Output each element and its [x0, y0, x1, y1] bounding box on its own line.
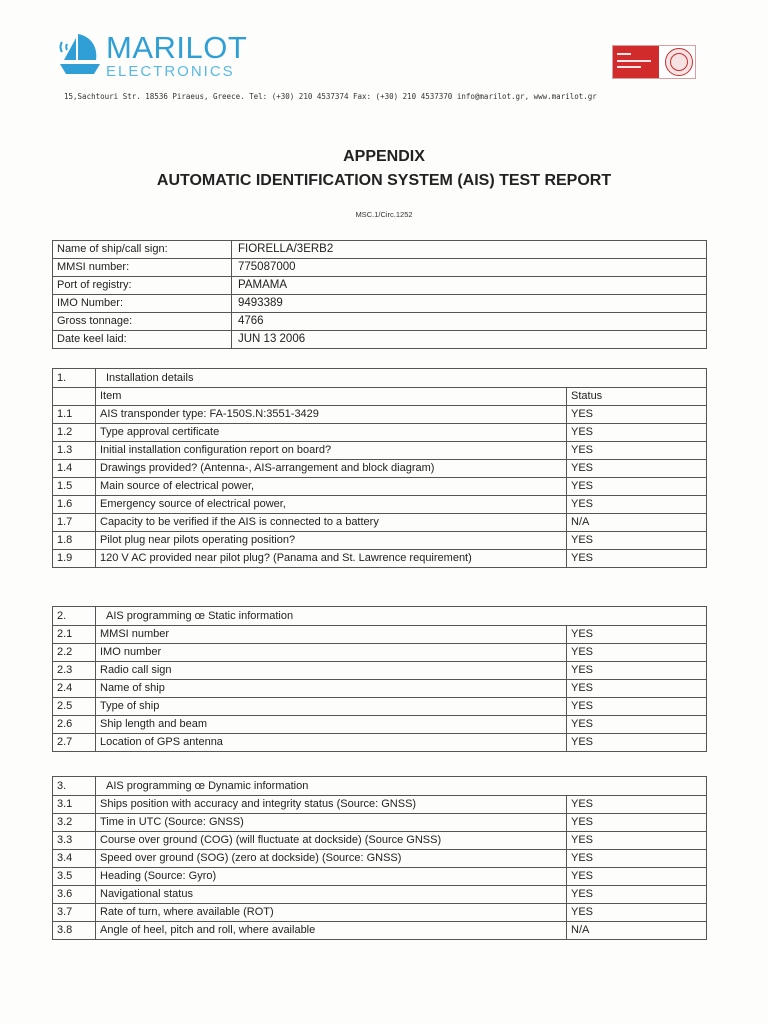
ship-info-table [52, 240, 707, 349]
company-logo [56, 28, 256, 86]
item-description: 120 V AC provided near pilot plug? (Panama and St. Lawrence requirement) [96, 550, 567, 568]
item-number: 3.3 [53, 832, 96, 850]
table-row [53, 680, 707, 698]
company-name: MARILOT [106, 30, 248, 65]
item-description: Pilot plug near pilots operating position? [96, 532, 567, 550]
item-status: YES [567, 868, 707, 886]
ship-info-value: JUN 13 2006 [232, 331, 707, 349]
item-number: 1.6 [53, 496, 96, 514]
item-status: YES [567, 406, 707, 424]
item-number: 3.7 [53, 904, 96, 922]
item-status: YES [567, 698, 707, 716]
table-row [53, 644, 707, 662]
item-number: 2.1 [53, 626, 96, 644]
item-description: MMSI number [96, 626, 567, 644]
item-status: YES [567, 460, 707, 478]
item-description: Drawings provided? (Antenna-, AIS-arrangement and block diagram) [96, 460, 567, 478]
ship-info-row [53, 277, 707, 295]
item-description: Rate of turn, where available (ROT) [96, 904, 567, 922]
item-number: 2.7 [53, 734, 96, 752]
item-status: YES [567, 850, 707, 868]
item-status: N/A [567, 922, 707, 940]
item-status: YES [567, 716, 707, 734]
document-title-appendix: APPENDIX [343, 148, 425, 165]
table-row [53, 832, 707, 850]
table-row [53, 478, 707, 496]
ship-info-row [53, 259, 707, 277]
item-description: Course over ground (COG) (will fluctuate at dockside) (Source GNSS) [96, 832, 567, 850]
bureau-veritas-seal-icon [665, 48, 693, 76]
item-number: 2.2 [53, 644, 96, 662]
certification-logo [612, 45, 696, 79]
table-row [53, 904, 707, 922]
item-number: 1.3 [53, 442, 96, 460]
table-row [53, 626, 707, 644]
installation-details-table [52, 368, 707, 568]
item-number: 1.4 [53, 460, 96, 478]
item-description: Type approval certificate [96, 424, 567, 442]
section-number: 1. [53, 369, 96, 388]
ship-info-value: 4766 [232, 313, 707, 331]
document-reference: MSC.1/Circ.1252 [355, 210, 413, 219]
item-status: YES [567, 680, 707, 698]
ship-info-label: MMSI number: [53, 259, 232, 277]
ship-info-value: PAMAMA [232, 277, 707, 295]
table-row [53, 868, 707, 886]
item-number: 3.2 [53, 814, 96, 832]
ship-info-label: Gross tonnage: [53, 313, 232, 331]
section-header [53, 369, 707, 388]
item-description: Angle of heel, pitch and roll, where available [96, 922, 567, 940]
item-status: YES [567, 442, 707, 460]
document-title: AUTOMATIC IDENTIFICATION SYSTEM (AIS) TEST REPORT [156, 172, 612, 189]
item-number: 2.4 [53, 680, 96, 698]
table-row [53, 886, 707, 904]
item-status: YES [567, 644, 707, 662]
section-title: AIS programming œ Static information [96, 607, 707, 626]
item-description: Speed over ground (SOG) (zero at dockside) (Source: GNSS) [96, 850, 567, 868]
table-row [53, 550, 707, 568]
table-row [53, 716, 707, 734]
item-description: AIS transponder type: FA-150S.N:3551-3429 [96, 406, 567, 424]
sail-logo-icon [56, 30, 102, 80]
table-row [53, 662, 707, 680]
item-status: YES [567, 662, 707, 680]
item-description: Ships position with accuracy and integrity status (Source: GNSS) [96, 796, 567, 814]
section-number: 2. [53, 607, 96, 626]
item-description: Ship length and beam [96, 716, 567, 734]
item-number: 3.6 [53, 886, 96, 904]
item-status: YES [567, 796, 707, 814]
column-header-row [53, 388, 707, 406]
item-number: 1.1 [53, 406, 96, 424]
item-status: YES [567, 424, 707, 442]
table-row [53, 698, 707, 716]
ship-info-label: Port of registry: [53, 277, 232, 295]
ship-info-row [53, 331, 707, 349]
section-title: AIS programming œ Dynamic information [96, 777, 707, 796]
table-row [53, 406, 707, 424]
item-status: YES [567, 478, 707, 496]
table-row [53, 496, 707, 514]
table-row [53, 424, 707, 442]
item-status: YES [567, 832, 707, 850]
table-row [53, 734, 707, 752]
item-status: YES [567, 734, 707, 752]
table-row [53, 850, 707, 868]
table-row [53, 532, 707, 550]
item-number: 1.8 [53, 532, 96, 550]
dynamic-information-table [52, 776, 707, 940]
item-description: Emergency source of electrical power, [96, 496, 567, 514]
item-description: Capacity to be verified if the AIS is connected to a battery [96, 514, 567, 532]
table-row [53, 460, 707, 478]
item-number: 2.3 [53, 662, 96, 680]
item-number: 1.7 [53, 514, 96, 532]
status-column-header: Status [567, 388, 707, 406]
item-status: YES [567, 814, 707, 832]
item-number: 2.5 [53, 698, 96, 716]
ship-info-row [53, 295, 707, 313]
item-description: Location of GPS antenna [96, 734, 567, 752]
item-status: N/A [567, 514, 707, 532]
item-number: 3.5 [53, 868, 96, 886]
ship-info-row [53, 313, 707, 331]
item-status: YES [567, 626, 707, 644]
table-row [53, 922, 707, 940]
item-description: Radio call sign [96, 662, 567, 680]
item-description: Name of ship [96, 680, 567, 698]
company-subtitle: ELECTRONICS [106, 63, 235, 80]
item-status: YES [567, 886, 707, 904]
table-row [53, 442, 707, 460]
ship-info-value: 775087000 [232, 259, 707, 277]
ship-info-value: 9493389 [232, 295, 707, 313]
company-address: 15,Sachtouri Str. 18536 Piraeus, Greece. Tel: (+30) 210 4537374 Fax: (+30) 210 4537370 info@marilot.gr, www.marilot.gr [64, 92, 597, 101]
item-description: Main source of electrical power, [96, 478, 567, 496]
item-description: Initial installation configuration report on board? [96, 442, 567, 460]
item-description: IMO number [96, 644, 567, 662]
section-header [53, 777, 707, 796]
ship-info-value: FIORELLA/3ERB2 [232, 241, 707, 259]
table-row [53, 514, 707, 532]
section-title: Installation details [96, 369, 707, 388]
section-number: 3. [53, 777, 96, 796]
item-status: YES [567, 532, 707, 550]
table-row [53, 814, 707, 832]
ship-info-label: Date keel laid: [53, 331, 232, 349]
item-number: 1.2 [53, 424, 96, 442]
item-status: YES [567, 496, 707, 514]
item-number: 3.1 [53, 796, 96, 814]
certification-badge-icon [613, 46, 659, 78]
item-status: YES [567, 550, 707, 568]
ship-info-label: Name of ship/call sign: [53, 241, 232, 259]
item-number: 1.5 [53, 478, 96, 496]
item-number: 3.4 [53, 850, 96, 868]
item-description: Time in UTC (Source: GNSS) [96, 814, 567, 832]
section-header [53, 607, 707, 626]
item-description: Navigational status [96, 886, 567, 904]
ship-info-label: IMO Number: [53, 295, 232, 313]
item-column-header: Item [96, 388, 567, 406]
item-status: YES [567, 904, 707, 922]
item-description: Heading (Source: Gyro) [96, 868, 567, 886]
table-row [53, 796, 707, 814]
item-number: 2.6 [53, 716, 96, 734]
static-information-table [52, 606, 707, 752]
item-number: 3.8 [53, 922, 96, 940]
ship-info-row [53, 241, 707, 259]
item-description: Type of ship [96, 698, 567, 716]
item-number: 1.9 [53, 550, 96, 568]
